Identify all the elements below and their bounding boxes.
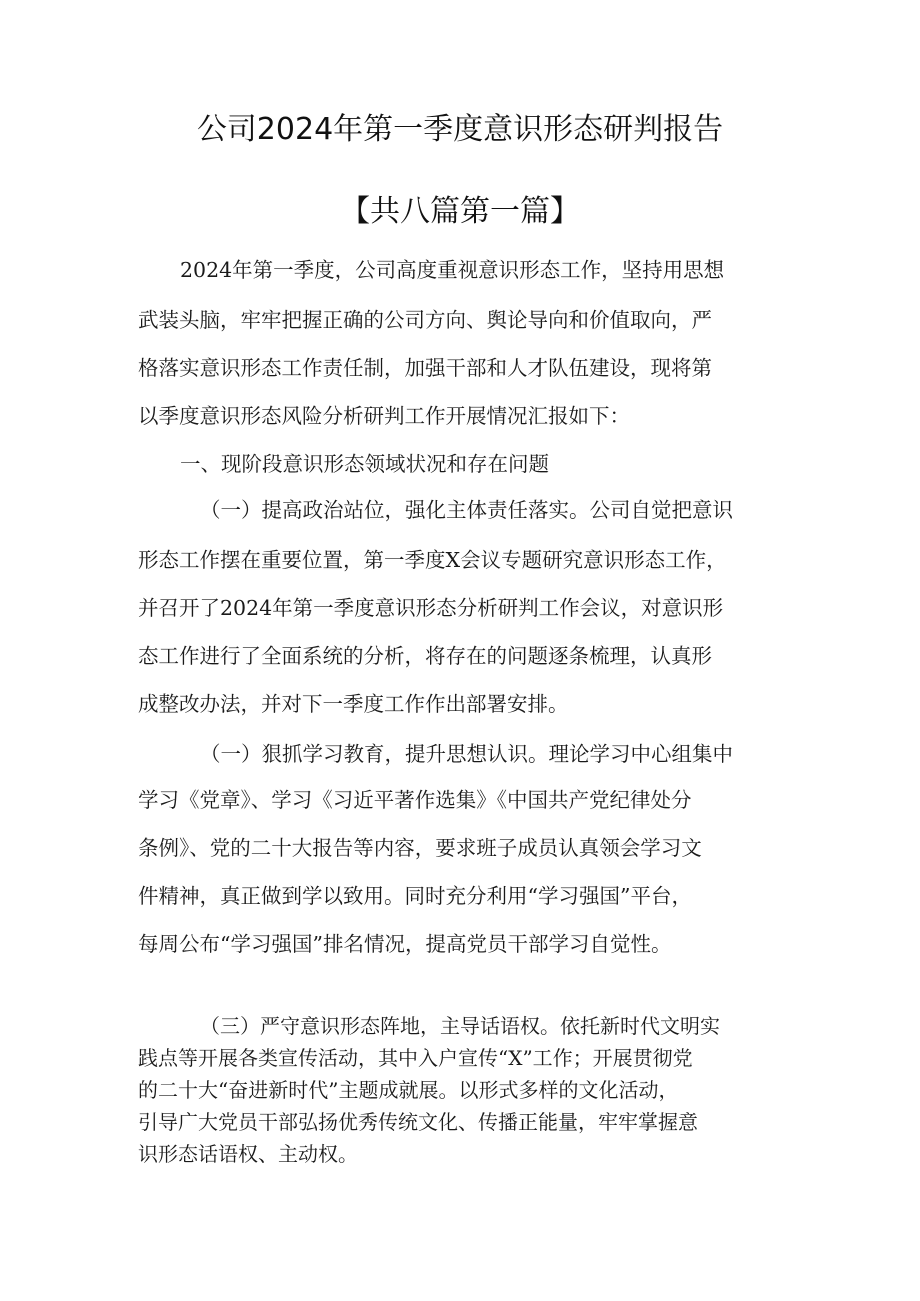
paragraph-line: 2024年第一季度，公司高度重视意识形态工作，坚持用思想 [180, 258, 725, 282]
paragraph-line: 武装头脑，牢牢把握正确的公司方向、舆论导向和价值取向，严 [138, 308, 712, 332]
document-subtitle: 【共八篇第一篇】 [340, 194, 580, 229]
paragraph-line: 条例》、党的二十大报告等内容，要求班子成员认真领会学习文 [138, 836, 702, 860]
paragraph-line: （一）狠抓学习教育，提升思想认识。理论学习中心组集中 [200, 742, 733, 766]
paragraph-line: 引导广大党员干部弘扬优秀传统文化、传播正能量，牢牢掌握意 [138, 1110, 698, 1134]
paragraph-line: 识形态话语权、主动权。 [138, 1142, 358, 1166]
paragraph-line: 形态工作摆在重要位置，第一季度X会议专题研究意识形态工作， [138, 548, 727, 572]
paragraph-line: 践点等开展各类宣传活动，其中入户宣传“X”工作；开展贯彻党 [138, 1046, 693, 1070]
paragraph-line: 件精神，真正做到学以致用。同时充分利用“学习强国”平台， [138, 884, 692, 908]
paragraph-line: 以季度意识形态风险分析研判工作开展情况汇报如下： [138, 404, 630, 428]
paragraph-line: （三）严守意识形态阵地，主导话语权。依托新时代文明实 [200, 1014, 720, 1038]
paragraph-line: 并召开了2024年第一季度意识形态分析研判工作会议，对意识形 [138, 596, 724, 620]
section-heading: 一、现阶段意识形态领域状况和存在问题 [180, 452, 549, 476]
document-title: 公司2024年第一季度意识形态研判报告 [196, 112, 724, 147]
paragraph-line: 每周公布“学习强国”排名情况，提高党员干部学习自觉性。 [138, 932, 672, 956]
paragraph-line: （一）提高政治站位，强化主体责任落实。公司自觉把意识 [200, 498, 733, 522]
paragraph-line: 格落实意识形态工作责任制，加强干部和人才队伍建设，现将第 [138, 356, 712, 380]
paragraph-line: 成整改办法，并对下一季度工作作出部署安排。 [138, 692, 569, 716]
paragraph-line: 学习《党章》、学习《习近平著作选集》《中国共产党纪律处分 [138, 788, 692, 812]
paragraph-line: 态工作进行了全面系统的分析，将存在的问题逐条梳理，认真形 [138, 644, 712, 668]
paragraph-line: 的二十大“奋进新时代”主题成就展。以形式多样的文化活动， [138, 1078, 679, 1102]
